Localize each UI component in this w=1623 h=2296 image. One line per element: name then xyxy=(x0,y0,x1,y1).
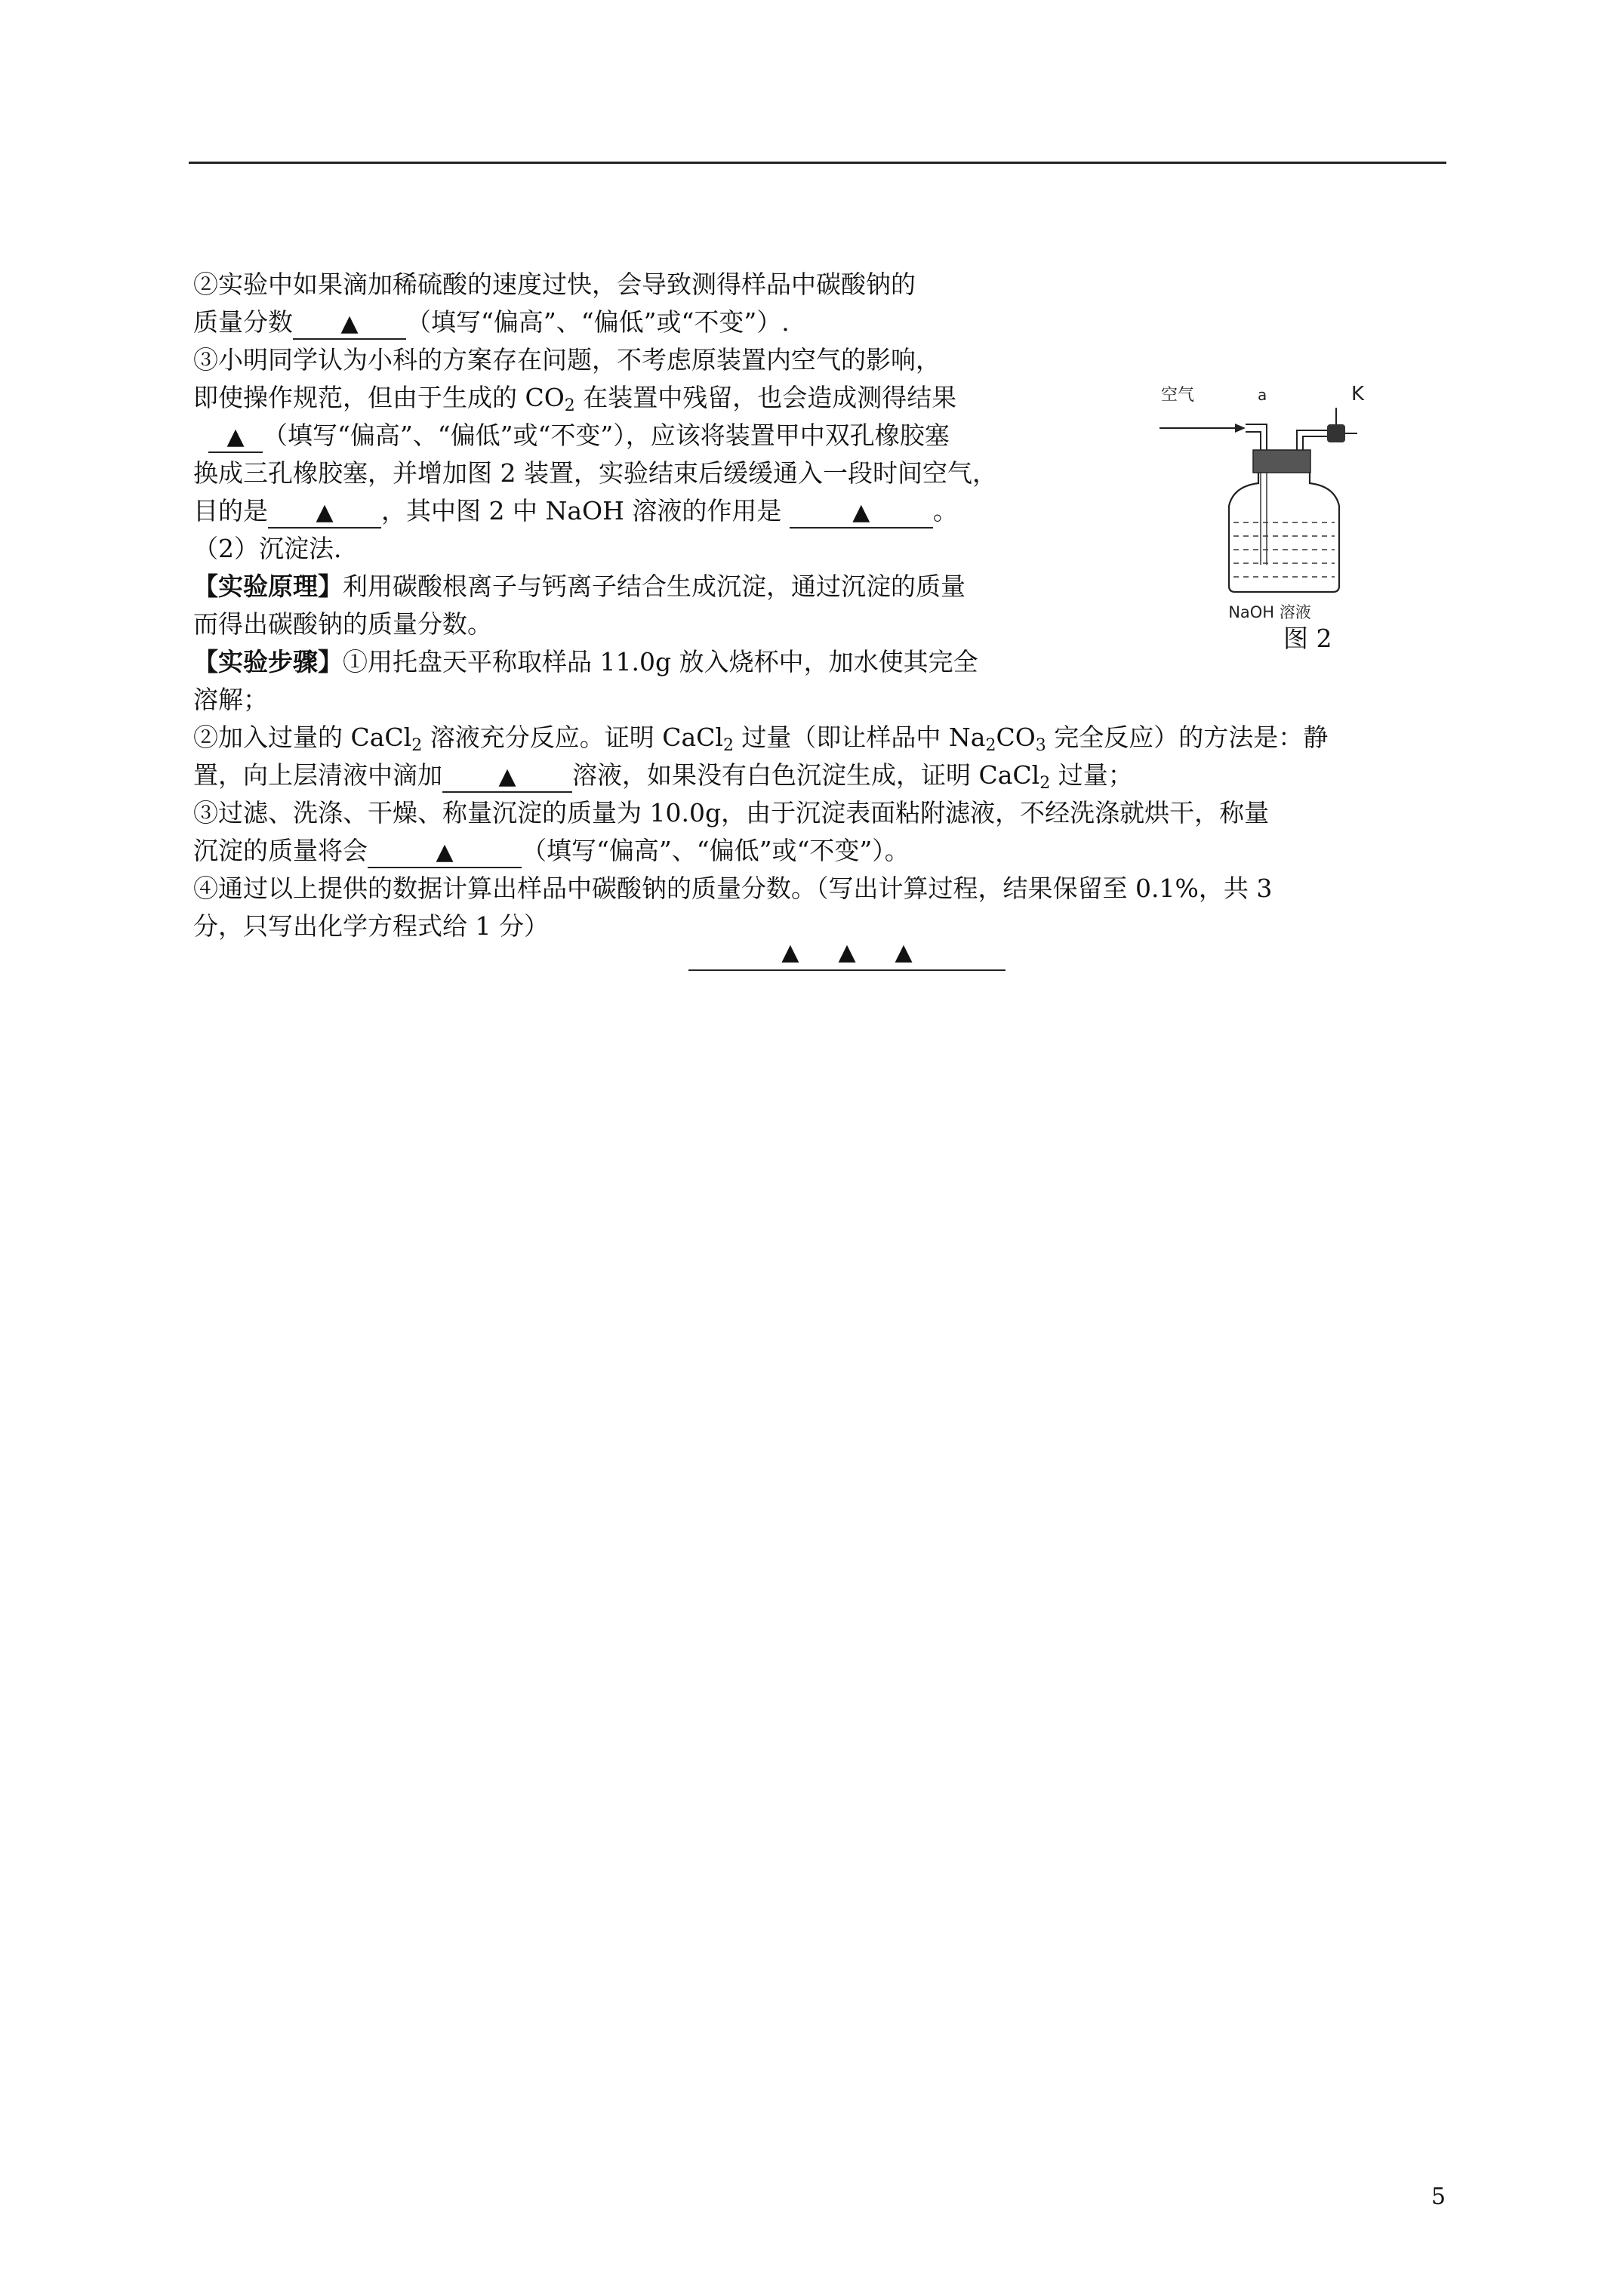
text-line: ③过滤、洗涤、干燥、称量沉淀的质量为 10.0g，由于沉淀表面粘附滤液，不经洗涤就烘干，称量 xyxy=(193,798,1270,827)
text-line: 目的是 ▲ ，其中图 2 中 NaOH 溶液的作用是 ▲ 。 xyxy=(193,492,1461,530)
air-arrow-head xyxy=(1235,424,1246,433)
answer-blank[interactable]: ▲ xyxy=(442,763,572,793)
text-line: 【实验步骤】①用托盘天平称取样品 11.0g 放入烧杯中，加水使其完全 xyxy=(193,647,978,676)
text-line: 即使操作规范，但由于生成的 $CO_2$ 在装置中残留，也会造成测得结果 xyxy=(193,383,957,415)
text-line: ③小明同学认为小科的方案存在问题，不考虑原装置内空气的影响， xyxy=(193,345,941,374)
text-line: ▲ （填写“偏高”、“偏低”或“不变”），应该将装置甲中双孔橡胶塞 xyxy=(193,417,1461,455)
page-number: 5 xyxy=(1431,2184,1446,2210)
k-label: K xyxy=(1351,383,1365,405)
header-rule xyxy=(189,162,1446,164)
answer-blank[interactable]: ▲ xyxy=(208,423,263,453)
answer-blank[interactable]: ▲ xyxy=(368,838,522,868)
air-label: 空气 xyxy=(1161,386,1195,405)
answer-blank[interactable]: ▲ xyxy=(293,310,406,340)
rubber-stopper xyxy=(1253,450,1310,473)
figure-caption: 图 2 xyxy=(1283,624,1332,653)
text-line: 置，向上层清液中滴加 ▲ 溶液，如果没有白色沉淀生成，证明 CaCl$_2$ 过量； xyxy=(193,760,1133,793)
naoh-solution-label: NaOH 溶液 xyxy=(1228,603,1311,619)
text-line: ②加入过量的 CaCl$_2$ 溶液充分反应。证明 CaCl$_2$ 过量（即让样品中 $Na_2CO_3$ 完全反应）的方法是：静 xyxy=(193,723,1329,755)
bottle-outline xyxy=(1229,473,1339,592)
a-label: a xyxy=(1258,386,1267,404)
k-clip xyxy=(1327,424,1345,442)
text-line: 换成三孔橡胶塞，并增加图 2 装置，实验结束后缓缓通入一段时间空气， xyxy=(193,458,997,488)
text-line: 溶解； xyxy=(193,685,268,714)
text-line: （2）沉淀法. xyxy=(193,534,342,563)
text-line: 沉淀的质量将会 ▲ （填写“偏高”、“偏低”或“不变”）。 xyxy=(193,832,1461,870)
text-line: 【实验原理】利用碳酸根离子与钙离子结合生成沉淀，通过沉淀的质量 xyxy=(193,572,965,601)
text-line: ②实验中如果滴加稀硫酸的速度过快，会导致测得样品中碳酸钠的 xyxy=(193,270,916,299)
text-line: 而得出碳酸钠的质量分数。 xyxy=(193,609,492,639)
naoh-solution-level xyxy=(1233,522,1335,577)
answer-blank[interactable]: ▲ xyxy=(790,498,933,529)
text-line: ④通过以上提供的数据计算出样品中碳酸钠的质量分数。（写出计算过程，结果保留至 0.1%，共 3 xyxy=(193,874,1273,903)
text-line: 质量分数 ▲ （填写“偏高”、“偏低”或“不变”）. xyxy=(193,304,1461,341)
naoh-wash-bottle-figure xyxy=(1156,378,1383,619)
calculation-answer-blank[interactable]: ▲ ▲ ▲ xyxy=(688,936,1006,971)
answer-blank[interactable]: ▲ xyxy=(268,498,381,529)
text-line: 分，只写出化学方程式给 1 分） xyxy=(193,911,549,941)
